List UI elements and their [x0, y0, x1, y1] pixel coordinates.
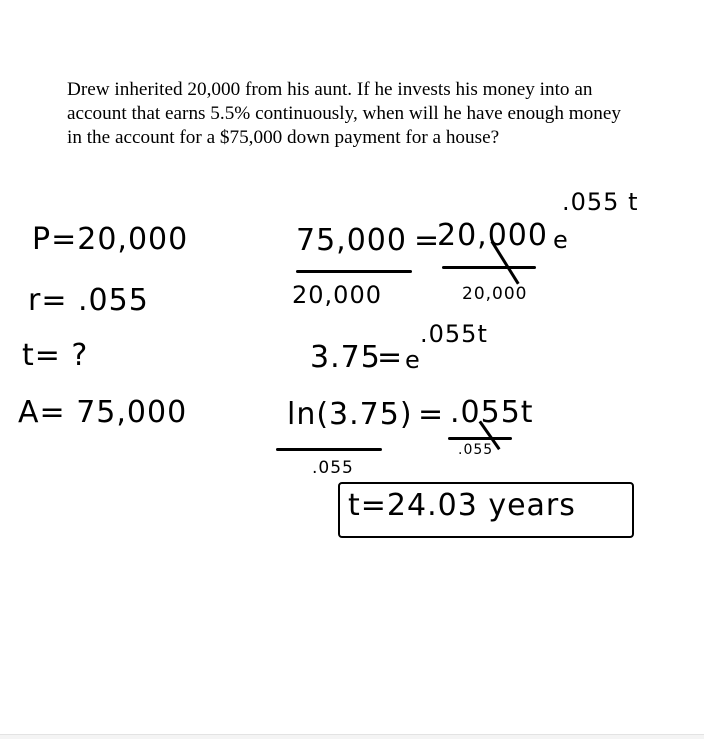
step1-rhs-divisor: 20,000 [462, 284, 528, 304]
given-amount: A= 75,000 [18, 395, 188, 430]
bottom-border [0, 734, 704, 739]
final-answer: t=24.03 years [348, 488, 576, 523]
step2-lhs: 3.75 [310, 340, 381, 375]
step2-equals: = [377, 340, 404, 375]
step1-equals: = [414, 223, 441, 258]
given-rate: r= .055 [28, 283, 149, 318]
step1-rhs-coefficient: 20,000 [437, 218, 548, 253]
step1-rhs-base: e [553, 226, 569, 254]
step3-rhs-divisor: .055 [458, 442, 494, 458]
given-principal: P=20,000 [32, 222, 189, 257]
problem-statement: Drew inherited 20,000 from his aunt. If he invests his money into an account that earns 5.5% continuously, when will he have enough money in the account for a $75,000 down payment for a house? [67, 79, 621, 148]
step3-lhs: ln(3.75) [287, 397, 413, 432]
step3-lhs-fraction-bar [276, 448, 382, 451]
step1-lhs-divisor: 20,000 [292, 281, 382, 309]
step2-exponent: .055t [420, 320, 488, 348]
step1-exponent: .055 t [562, 188, 639, 216]
step3-rhs: .055t [450, 395, 534, 430]
step1-rhs-fraction-bar [442, 266, 536, 269]
step3-lhs-divisor: .055 [312, 458, 354, 478]
step3-equals: = [418, 397, 445, 432]
step2-base: e [405, 346, 421, 374]
step3-rhs-fraction-bar [448, 437, 512, 440]
step1-lhs-fraction-bar [296, 270, 412, 273]
given-time: t= ? [22, 338, 89, 373]
step1-lhs: 75,000 [296, 223, 407, 258]
